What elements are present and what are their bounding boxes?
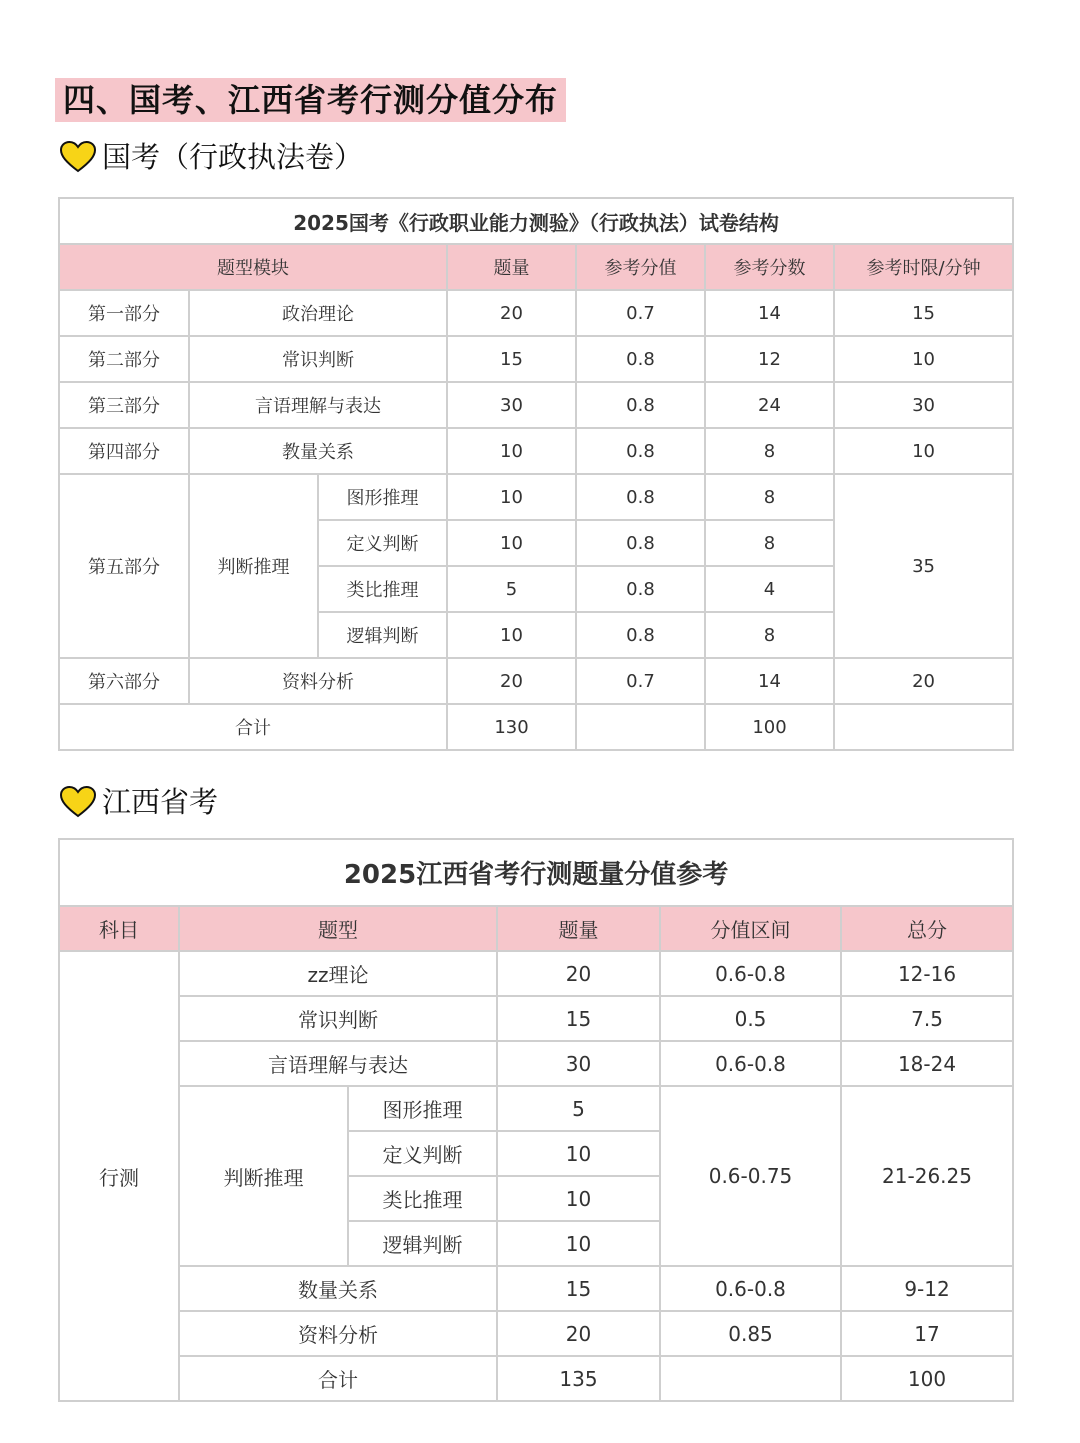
header-cell: 参考分值 [576,244,705,290]
time-cell: 20 [834,658,1013,704]
score-cell: 24 [705,382,834,428]
submodule-cell: 类比推理 [318,566,447,612]
type-cell: 判断推理 [179,1086,348,1266]
total-cell: 17 [841,1311,1013,1356]
empty-cell [834,704,1013,750]
count-cell: 10 [447,428,576,474]
header-cell: 参考分数 [705,244,834,290]
guokao-table [58,197,1014,751]
type-cell: 资料分析 [179,1311,497,1356]
count-cell: 5 [497,1086,660,1131]
section-title-guokao [60,137,363,177]
header-cell: 参考时限/分钟 [834,244,1013,290]
count-cell: 10 [497,1221,660,1266]
value-cell: 0.8 [576,474,705,520]
table-row [59,336,1013,382]
table-caption: 2025国考《行政职业能力测验》（行政执法）试卷结构 [59,198,1013,244]
range-cell: 0.6-0.75 [660,1086,841,1266]
page-heading: 四、国考、江西省考行测分值分布 [55,78,566,122]
submodule-cell: 逻辑判断 [318,612,447,658]
table-row [59,1266,1013,1311]
jiangxi-table [58,838,1014,1402]
section-label: 国考（行政执法卷） [102,140,364,174]
submodule-cell: 图形推理 [318,474,447,520]
subject-cell: 行测 [59,951,179,1401]
header-cell: 总分 [841,906,1013,951]
table-header-row [59,906,1013,951]
count-cell: 20 [497,951,660,996]
total-cell: 9-12 [841,1266,1013,1311]
table-row [59,996,1013,1041]
score-cell: 8 [705,612,834,658]
count-cell: 20 [497,1311,660,1356]
header-cell: 题型 [179,906,497,951]
value-cell: 0.7 [576,658,705,704]
score-cell: 8 [705,474,834,520]
time-cell: 10 [834,336,1013,382]
total-cell: 12-16 [841,951,1013,996]
value-cell: 0.8 [576,382,705,428]
count-cell: 10 [497,1131,660,1176]
total-count: 135 [497,1356,660,1401]
subtype-cell: 逻辑判断 [348,1221,497,1266]
part-cell: 第六部分 [59,658,189,704]
value-cell: 0.8 [576,428,705,474]
table-row [59,290,1013,336]
empty-cell [660,1356,841,1401]
value-cell: 0.8 [576,566,705,612]
submodule-cell: 定义判断 [318,520,447,566]
table-row [59,382,1013,428]
type-cell: zz理论 [179,951,497,996]
range-cell: 0.6-0.8 [660,951,841,996]
value-cell: 0.8 [576,336,705,382]
module-cell: 政治理论 [189,290,447,336]
table-row [59,658,1013,704]
table-header-row [59,244,1013,290]
time-cell: 10 [834,428,1013,474]
type-cell: 常识判断 [179,996,497,1041]
count-cell: 20 [447,290,576,336]
module-cell: 言语理解与表达 [189,382,447,428]
section-label: 江西省考 [102,785,219,819]
total-row [59,704,1013,750]
range-cell: 0.85 [660,1311,841,1356]
part-cell: 第五部分 [59,474,189,658]
time-cell: 30 [834,382,1013,428]
value-cell: 0.7 [576,290,705,336]
heart-icon [60,786,96,818]
subtype-cell: 图形推理 [348,1086,497,1131]
count-cell: 10 [447,474,576,520]
score-cell: 4 [705,566,834,612]
module-cell: 教量关系 [189,428,447,474]
module-cell: 资料分析 [189,658,447,704]
total-count: 130 [447,704,576,750]
total-label: 合计 [179,1356,497,1401]
table-caption: 2025江西省考行测题量分值参考 [59,839,1013,906]
empty-cell [576,704,705,750]
table-row [59,474,1013,520]
type-cell: 言语理解与表达 [179,1041,497,1086]
part-cell: 第一部分 [59,290,189,336]
score-cell: 14 [705,290,834,336]
count-cell: 5 [447,566,576,612]
part-cell: 第二部分 [59,336,189,382]
table-row [59,428,1013,474]
range-cell: 0.6-0.8 [660,1041,841,1086]
time-cell: 15 [834,290,1013,336]
count-cell: 30 [447,382,576,428]
module-cell: 常识判断 [189,336,447,382]
heart-icon [60,141,96,173]
table-row [59,951,1013,996]
count-cell: 15 [497,996,660,1041]
range-cell: 0.6-0.8 [660,1266,841,1311]
time-cell: 35 [834,474,1013,658]
header-cell: 题型模块 [59,244,447,290]
count-cell: 30 [497,1041,660,1086]
count-cell: 10 [447,520,576,566]
count-cell: 20 [447,658,576,704]
score-cell: 8 [705,520,834,566]
section-title-jiangxi [60,782,218,822]
score-cell: 8 [705,428,834,474]
subtype-cell: 定义判断 [348,1131,497,1176]
total-score: 100 [705,704,834,750]
subtype-cell: 类比推理 [348,1176,497,1221]
header-cell: 题量 [447,244,576,290]
value-cell: 0.8 [576,520,705,566]
value-cell: 0.8 [576,612,705,658]
table-row [59,1311,1013,1356]
module-cell: 判断推理 [189,474,318,658]
header-cell: 科目 [59,906,179,951]
table-row [59,1086,1013,1131]
count-cell: 10 [497,1176,660,1221]
score-cell: 14 [705,658,834,704]
type-cell: 数量关系 [179,1266,497,1311]
score-cell: 12 [705,336,834,382]
count-cell: 15 [497,1266,660,1311]
part-cell: 第三部分 [59,382,189,428]
header-cell: 题量 [497,906,660,951]
range-cell: 0.5 [660,996,841,1041]
part-cell: 第四部分 [59,428,189,474]
total-label: 合计 [59,704,447,750]
count-cell: 15 [447,336,576,382]
total-cell: 18-24 [841,1041,1013,1086]
table-row [59,1041,1013,1086]
total-score: 100 [841,1356,1013,1401]
total-cell: 7.5 [841,996,1013,1041]
total-row [59,1356,1013,1401]
count-cell: 10 [447,612,576,658]
total-cell: 21-26.25 [841,1086,1013,1266]
header-cell: 分值区间 [660,906,841,951]
